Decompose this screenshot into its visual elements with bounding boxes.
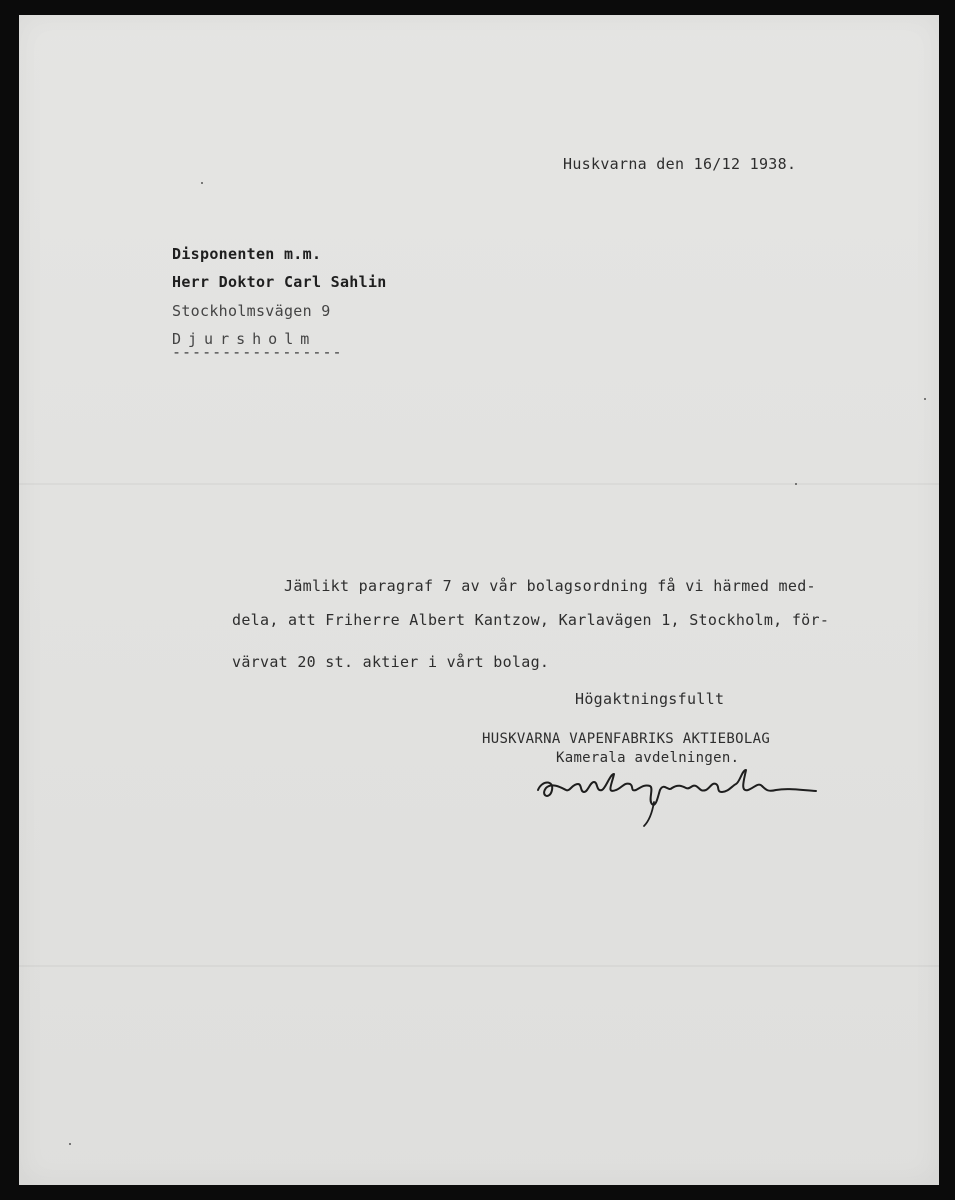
letter-sheet — [19, 15, 939, 1185]
body-line-2: dela, att Friherre Albert Kantzow, Karlavägen 1, Stockholm, för- — [232, 611, 830, 629]
address-underline: ----------------- — [172, 343, 343, 361]
closing-salutation: Högaktningsfullt — [575, 690, 725, 708]
handwritten-signature — [532, 760, 822, 840]
paper-speck — [795, 483, 797, 485]
date-line: Huskvarna den 16/12 1938. — [563, 155, 797, 173]
paper-speck — [201, 182, 203, 184]
paper-fold-line — [19, 965, 939, 967]
sender-department: Kamerala avdelningen. — [556, 750, 740, 766]
sender-company: HUSKVARNA VAPENFABRIKS AKTIEBOLAG — [482, 731, 771, 747]
paper-speck — [69, 1143, 71, 1145]
body-line-1: Jämlikt paragraf 7 av vår bolagsordning få vi härmed med- — [284, 577, 816, 595]
recipient-title: Disponenten m.m. — [172, 245, 322, 263]
recipient-name: Herr Doktor Carl Sahlin — [172, 273, 387, 291]
recipient-street: Stockholmsvägen 9 — [172, 302, 331, 320]
body-line-3: värvat 20 st. aktier i vårt bolag. — [232, 653, 550, 671]
paper-speck — [924, 398, 926, 400]
recipient-city: Djursholm — [172, 330, 317, 348]
paper-fold-line — [19, 483, 939, 485]
